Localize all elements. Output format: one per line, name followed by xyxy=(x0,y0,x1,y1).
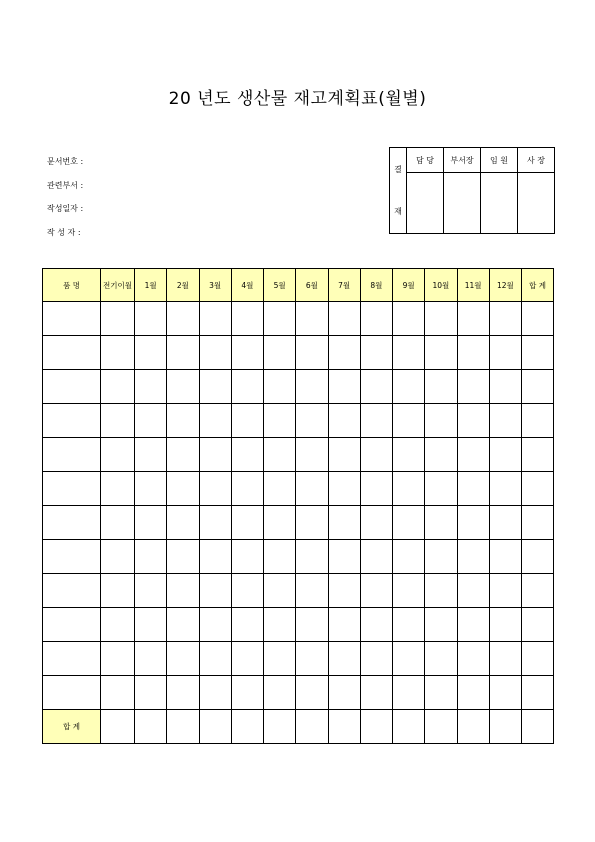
table-row xyxy=(43,370,554,404)
inventory-table xyxy=(42,268,554,744)
table-cell[interactable] xyxy=(264,370,296,404)
table-cell[interactable] xyxy=(393,302,425,336)
table-cell[interactable] xyxy=(489,472,521,506)
table-cell[interactable] xyxy=(522,676,554,710)
table-cell[interactable] xyxy=(199,574,231,608)
table-row xyxy=(43,472,554,506)
table-row xyxy=(43,302,554,336)
table-cell[interactable] xyxy=(457,302,489,336)
table-cell[interactable] xyxy=(457,370,489,404)
table-cell[interactable] xyxy=(135,676,167,710)
table-cell[interactable] xyxy=(457,506,489,540)
table-cell[interactable] xyxy=(457,438,489,472)
table-cell[interactable] xyxy=(135,574,167,608)
table-cell[interactable] xyxy=(522,472,554,506)
table-cell[interactable] xyxy=(135,302,167,336)
table-cell[interactable] xyxy=(393,676,425,710)
table-cell[interactable] xyxy=(264,302,296,336)
table-row xyxy=(43,540,554,574)
approval-side-top: 결 xyxy=(394,164,402,174)
table-cell[interactable] xyxy=(199,506,231,540)
table-cell[interactable] xyxy=(393,438,425,472)
column-header-month: 3월 xyxy=(199,269,231,302)
table-cell[interactable] xyxy=(522,540,554,574)
table-row xyxy=(43,642,554,676)
total-cell[interactable] xyxy=(264,710,296,744)
approval-header-executive: 임 원 xyxy=(481,148,518,173)
table-cell[interactable] xyxy=(43,404,101,438)
table-row xyxy=(43,574,554,608)
table-cell[interactable] xyxy=(43,302,101,336)
column-header-month: 11월 xyxy=(457,269,489,302)
table-cell[interactable] xyxy=(360,336,392,370)
author-label: 작 성 자 : xyxy=(47,227,81,237)
table-cell[interactable] xyxy=(43,642,101,676)
total-cell[interactable] xyxy=(393,710,425,744)
table-cell[interactable] xyxy=(360,574,392,608)
column-header-month: 7월 xyxy=(328,269,360,302)
table-cell[interactable] xyxy=(425,438,457,472)
table-cell[interactable] xyxy=(328,506,360,540)
table-cell[interactable] xyxy=(296,302,328,336)
table-row xyxy=(43,438,554,472)
table-cell[interactable] xyxy=(425,506,457,540)
table-cell[interactable] xyxy=(328,574,360,608)
table-cell[interactable] xyxy=(296,472,328,506)
table-cell[interactable] xyxy=(425,336,457,370)
table-cell[interactable] xyxy=(393,336,425,370)
table-cell[interactable] xyxy=(360,438,392,472)
total-row-label: 합 계 xyxy=(43,710,101,744)
table-cell[interactable] xyxy=(135,472,167,506)
table-cell[interactable] xyxy=(199,404,231,438)
table-cell[interactable] xyxy=(101,642,135,676)
table-cell[interactable] xyxy=(457,540,489,574)
table-cell[interactable] xyxy=(489,336,521,370)
column-header-month: 9월 xyxy=(393,269,425,302)
column-header-month: 5월 xyxy=(264,269,296,302)
table-cell[interactable] xyxy=(360,608,392,642)
table-cell[interactable] xyxy=(296,642,328,676)
table-row xyxy=(43,608,554,642)
table-cell[interactable] xyxy=(425,540,457,574)
table-cell[interactable] xyxy=(393,642,425,676)
table-cell[interactable] xyxy=(457,336,489,370)
table-cell[interactable] xyxy=(360,676,392,710)
total-cell[interactable] xyxy=(231,710,263,744)
table-cell[interactable] xyxy=(199,472,231,506)
table-cell[interactable] xyxy=(43,472,101,506)
table-cell[interactable] xyxy=(43,540,101,574)
table-cell[interactable] xyxy=(489,438,521,472)
table-cell[interactable] xyxy=(231,302,263,336)
table-cell[interactable] xyxy=(328,370,360,404)
table-row xyxy=(43,676,554,710)
table-cell[interactable] xyxy=(135,336,167,370)
approval-side-bottom: 재 xyxy=(394,206,402,216)
table-cell[interactable] xyxy=(199,642,231,676)
table-cell[interactable] xyxy=(101,404,135,438)
table-cell[interactable] xyxy=(296,608,328,642)
table-cell[interactable] xyxy=(264,336,296,370)
table-cell[interactable] xyxy=(101,472,135,506)
table-cell[interactable] xyxy=(167,608,199,642)
table-cell[interactable] xyxy=(457,676,489,710)
table-cell[interactable] xyxy=(199,438,231,472)
table-cell[interactable] xyxy=(360,404,392,438)
table-cell[interactable] xyxy=(522,574,554,608)
column-header-month: 4월 xyxy=(231,269,263,302)
table-cell[interactable] xyxy=(360,540,392,574)
table-cell[interactable] xyxy=(264,608,296,642)
table-cell[interactable] xyxy=(457,472,489,506)
table-cell[interactable] xyxy=(101,336,135,370)
approval-header-manager: 부서장 xyxy=(444,148,481,173)
table-cell[interactable] xyxy=(264,574,296,608)
table-cell[interactable] xyxy=(328,676,360,710)
table-cell[interactable] xyxy=(231,676,263,710)
table-cell[interactable] xyxy=(393,370,425,404)
table-cell[interactable] xyxy=(264,676,296,710)
table-row xyxy=(43,336,554,370)
table-cell[interactable] xyxy=(489,404,521,438)
column-header-month: 1월 xyxy=(135,269,167,302)
table-cell[interactable] xyxy=(43,438,101,472)
table-cell[interactable] xyxy=(522,370,554,404)
table-cell[interactable] xyxy=(231,336,263,370)
table-cell[interactable] xyxy=(231,540,263,574)
table-cell[interactable] xyxy=(522,302,554,336)
table-cell[interactable] xyxy=(457,642,489,676)
table-cell[interactable] xyxy=(328,540,360,574)
table-cell[interactable] xyxy=(296,438,328,472)
column-header-month: 10월 xyxy=(425,269,457,302)
table-cell[interactable] xyxy=(167,472,199,506)
approval-sign-cell[interactable] xyxy=(518,173,555,234)
table-cell[interactable] xyxy=(522,506,554,540)
table-cell[interactable] xyxy=(328,302,360,336)
table-cell[interactable] xyxy=(43,608,101,642)
table-cell[interactable] xyxy=(167,642,199,676)
total-cell[interactable] xyxy=(489,710,521,744)
table-cell[interactable] xyxy=(101,370,135,404)
table-cell[interactable] xyxy=(231,608,263,642)
page-title: 20 년도 생산물 재고계획표(월별) xyxy=(168,89,427,109)
table-cell[interactable] xyxy=(135,540,167,574)
table-cell[interactable] xyxy=(264,642,296,676)
total-cell[interactable] xyxy=(101,710,135,744)
table-header-row xyxy=(43,269,554,302)
table-cell[interactable] xyxy=(296,404,328,438)
dept-label: 관련부서 : xyxy=(47,180,84,190)
table-cell[interactable] xyxy=(101,676,135,710)
table-cell[interactable] xyxy=(199,676,231,710)
date-label: 작성일자 : xyxy=(47,204,84,213)
table-cell[interactable] xyxy=(296,574,328,608)
table-cell[interactable] xyxy=(489,540,521,574)
table-cell[interactable] xyxy=(328,438,360,472)
table-cell[interactable] xyxy=(522,404,554,438)
total-cell[interactable] xyxy=(296,710,328,744)
column-header-month: 6월 xyxy=(296,269,328,302)
table-cell[interactable] xyxy=(393,608,425,642)
table-cell[interactable] xyxy=(264,540,296,574)
table-total-row xyxy=(43,710,554,744)
table-cell[interactable] xyxy=(43,370,101,404)
table-cell[interactable] xyxy=(457,404,489,438)
table-cell[interactable] xyxy=(489,642,521,676)
table-cell[interactable] xyxy=(135,438,167,472)
total-cell[interactable] xyxy=(135,710,167,744)
table-cell[interactable] xyxy=(425,642,457,676)
approval-sign-cell[interactable] xyxy=(407,173,444,234)
table-cell[interactable] xyxy=(43,336,101,370)
table-cell[interactable] xyxy=(489,676,521,710)
table-cell[interactable] xyxy=(264,472,296,506)
table-cell[interactable] xyxy=(167,506,199,540)
table-cell[interactable] xyxy=(296,370,328,404)
table-cell[interactable] xyxy=(393,540,425,574)
table-cell[interactable] xyxy=(231,642,263,676)
table-cell[interactable] xyxy=(199,370,231,404)
table-cell[interactable] xyxy=(167,370,199,404)
table-cell[interactable] xyxy=(393,472,425,506)
table-cell[interactable] xyxy=(101,302,135,336)
table-cell[interactable] xyxy=(167,336,199,370)
table-cell[interactable] xyxy=(360,642,392,676)
approval-header-staff: 담 당 xyxy=(407,148,444,173)
table-cell[interactable] xyxy=(231,506,263,540)
table-cell[interactable] xyxy=(328,472,360,506)
table-cell[interactable] xyxy=(393,404,425,438)
table-cell[interactable] xyxy=(199,302,231,336)
table-cell[interactable] xyxy=(457,574,489,608)
table-cell[interactable] xyxy=(43,506,101,540)
table-cell[interactable] xyxy=(522,438,554,472)
table-cell[interactable] xyxy=(135,370,167,404)
column-header-month: 8월 xyxy=(360,269,392,302)
approval-sign-cell[interactable] xyxy=(444,173,481,234)
table-row xyxy=(43,506,554,540)
table-cell[interactable] xyxy=(425,472,457,506)
table-cell[interactable] xyxy=(296,676,328,710)
table-cell[interactable] xyxy=(101,438,135,472)
table-cell[interactable] xyxy=(522,336,554,370)
table-cell[interactable] xyxy=(489,506,521,540)
table-cell[interactable] xyxy=(167,302,199,336)
table-cell[interactable] xyxy=(43,676,101,710)
table-cell[interactable] xyxy=(489,370,521,404)
table-cell[interactable] xyxy=(135,642,167,676)
approval-header-president: 사 장 xyxy=(518,148,555,173)
approval-box xyxy=(389,147,555,234)
table-cell[interactable] xyxy=(296,336,328,370)
table-cell[interactable] xyxy=(167,438,199,472)
table-cell[interactable] xyxy=(393,574,425,608)
table-cell[interactable] xyxy=(167,540,199,574)
table-cell[interactable] xyxy=(135,608,167,642)
doc-number-label: 문서번호 : xyxy=(47,157,84,166)
table-cell[interactable] xyxy=(489,608,521,642)
total-cell[interactable] xyxy=(522,710,554,744)
total-cell[interactable] xyxy=(328,710,360,744)
table-cell[interactable] xyxy=(328,336,360,370)
table-cell[interactable] xyxy=(328,608,360,642)
document-meta xyxy=(47,150,83,244)
table-cell[interactable] xyxy=(167,404,199,438)
table-cell[interactable] xyxy=(393,506,425,540)
table-cell[interactable] xyxy=(425,370,457,404)
table-cell[interactable] xyxy=(264,506,296,540)
approval-sign-cell[interactable] xyxy=(481,173,518,234)
total-cell[interactable] xyxy=(457,710,489,744)
table-cell[interactable] xyxy=(199,608,231,642)
table-cell[interactable] xyxy=(101,574,135,608)
table-cell[interactable] xyxy=(489,302,521,336)
table-cell[interactable] xyxy=(425,608,457,642)
table-cell[interactable] xyxy=(231,472,263,506)
column-header-month: 2월 xyxy=(167,269,199,302)
table-row xyxy=(43,404,554,438)
table-cell[interactable] xyxy=(425,676,457,710)
column-header-total: 합 계 xyxy=(522,269,554,302)
table-cell[interactable] xyxy=(231,438,263,472)
table-cell[interactable] xyxy=(135,404,167,438)
table-cell[interactable] xyxy=(360,472,392,506)
approval-side-label xyxy=(390,148,407,234)
table-cell[interactable] xyxy=(328,404,360,438)
total-cell[interactable] xyxy=(167,710,199,744)
table-cell[interactable] xyxy=(167,574,199,608)
table-cell[interactable] xyxy=(199,540,231,574)
table-cell[interactable] xyxy=(101,506,135,540)
table-cell[interactable] xyxy=(522,642,554,676)
total-cell[interactable] xyxy=(360,710,392,744)
table-cell[interactable] xyxy=(167,676,199,710)
table-cell[interactable] xyxy=(101,540,135,574)
table-cell[interactable] xyxy=(360,370,392,404)
table-cell[interactable] xyxy=(43,574,101,608)
table-cell[interactable] xyxy=(264,438,296,472)
table-cell[interactable] xyxy=(231,370,263,404)
table-cell[interactable] xyxy=(425,302,457,336)
table-cell[interactable] xyxy=(360,506,392,540)
table-cell[interactable] xyxy=(231,574,263,608)
table-cell[interactable] xyxy=(489,574,521,608)
table-cell[interactable] xyxy=(425,404,457,438)
table-cell[interactable] xyxy=(101,608,135,642)
table-cell[interactable] xyxy=(457,608,489,642)
table-cell[interactable] xyxy=(199,336,231,370)
column-header-item: 품 명 xyxy=(43,269,101,302)
total-cell[interactable] xyxy=(199,710,231,744)
table-cell[interactable] xyxy=(522,608,554,642)
table-cell[interactable] xyxy=(264,404,296,438)
table-cell[interactable] xyxy=(135,506,167,540)
table-cell[interactable] xyxy=(328,642,360,676)
column-header-month: 12월 xyxy=(489,269,521,302)
total-cell[interactable] xyxy=(425,710,457,744)
table-cell[interactable] xyxy=(296,506,328,540)
column-header-carryover: 전기이월 xyxy=(101,269,135,302)
table-cell[interactable] xyxy=(231,404,263,438)
table-cell[interactable] xyxy=(425,574,457,608)
table-cell[interactable] xyxy=(360,302,392,336)
table-cell[interactable] xyxy=(296,540,328,574)
